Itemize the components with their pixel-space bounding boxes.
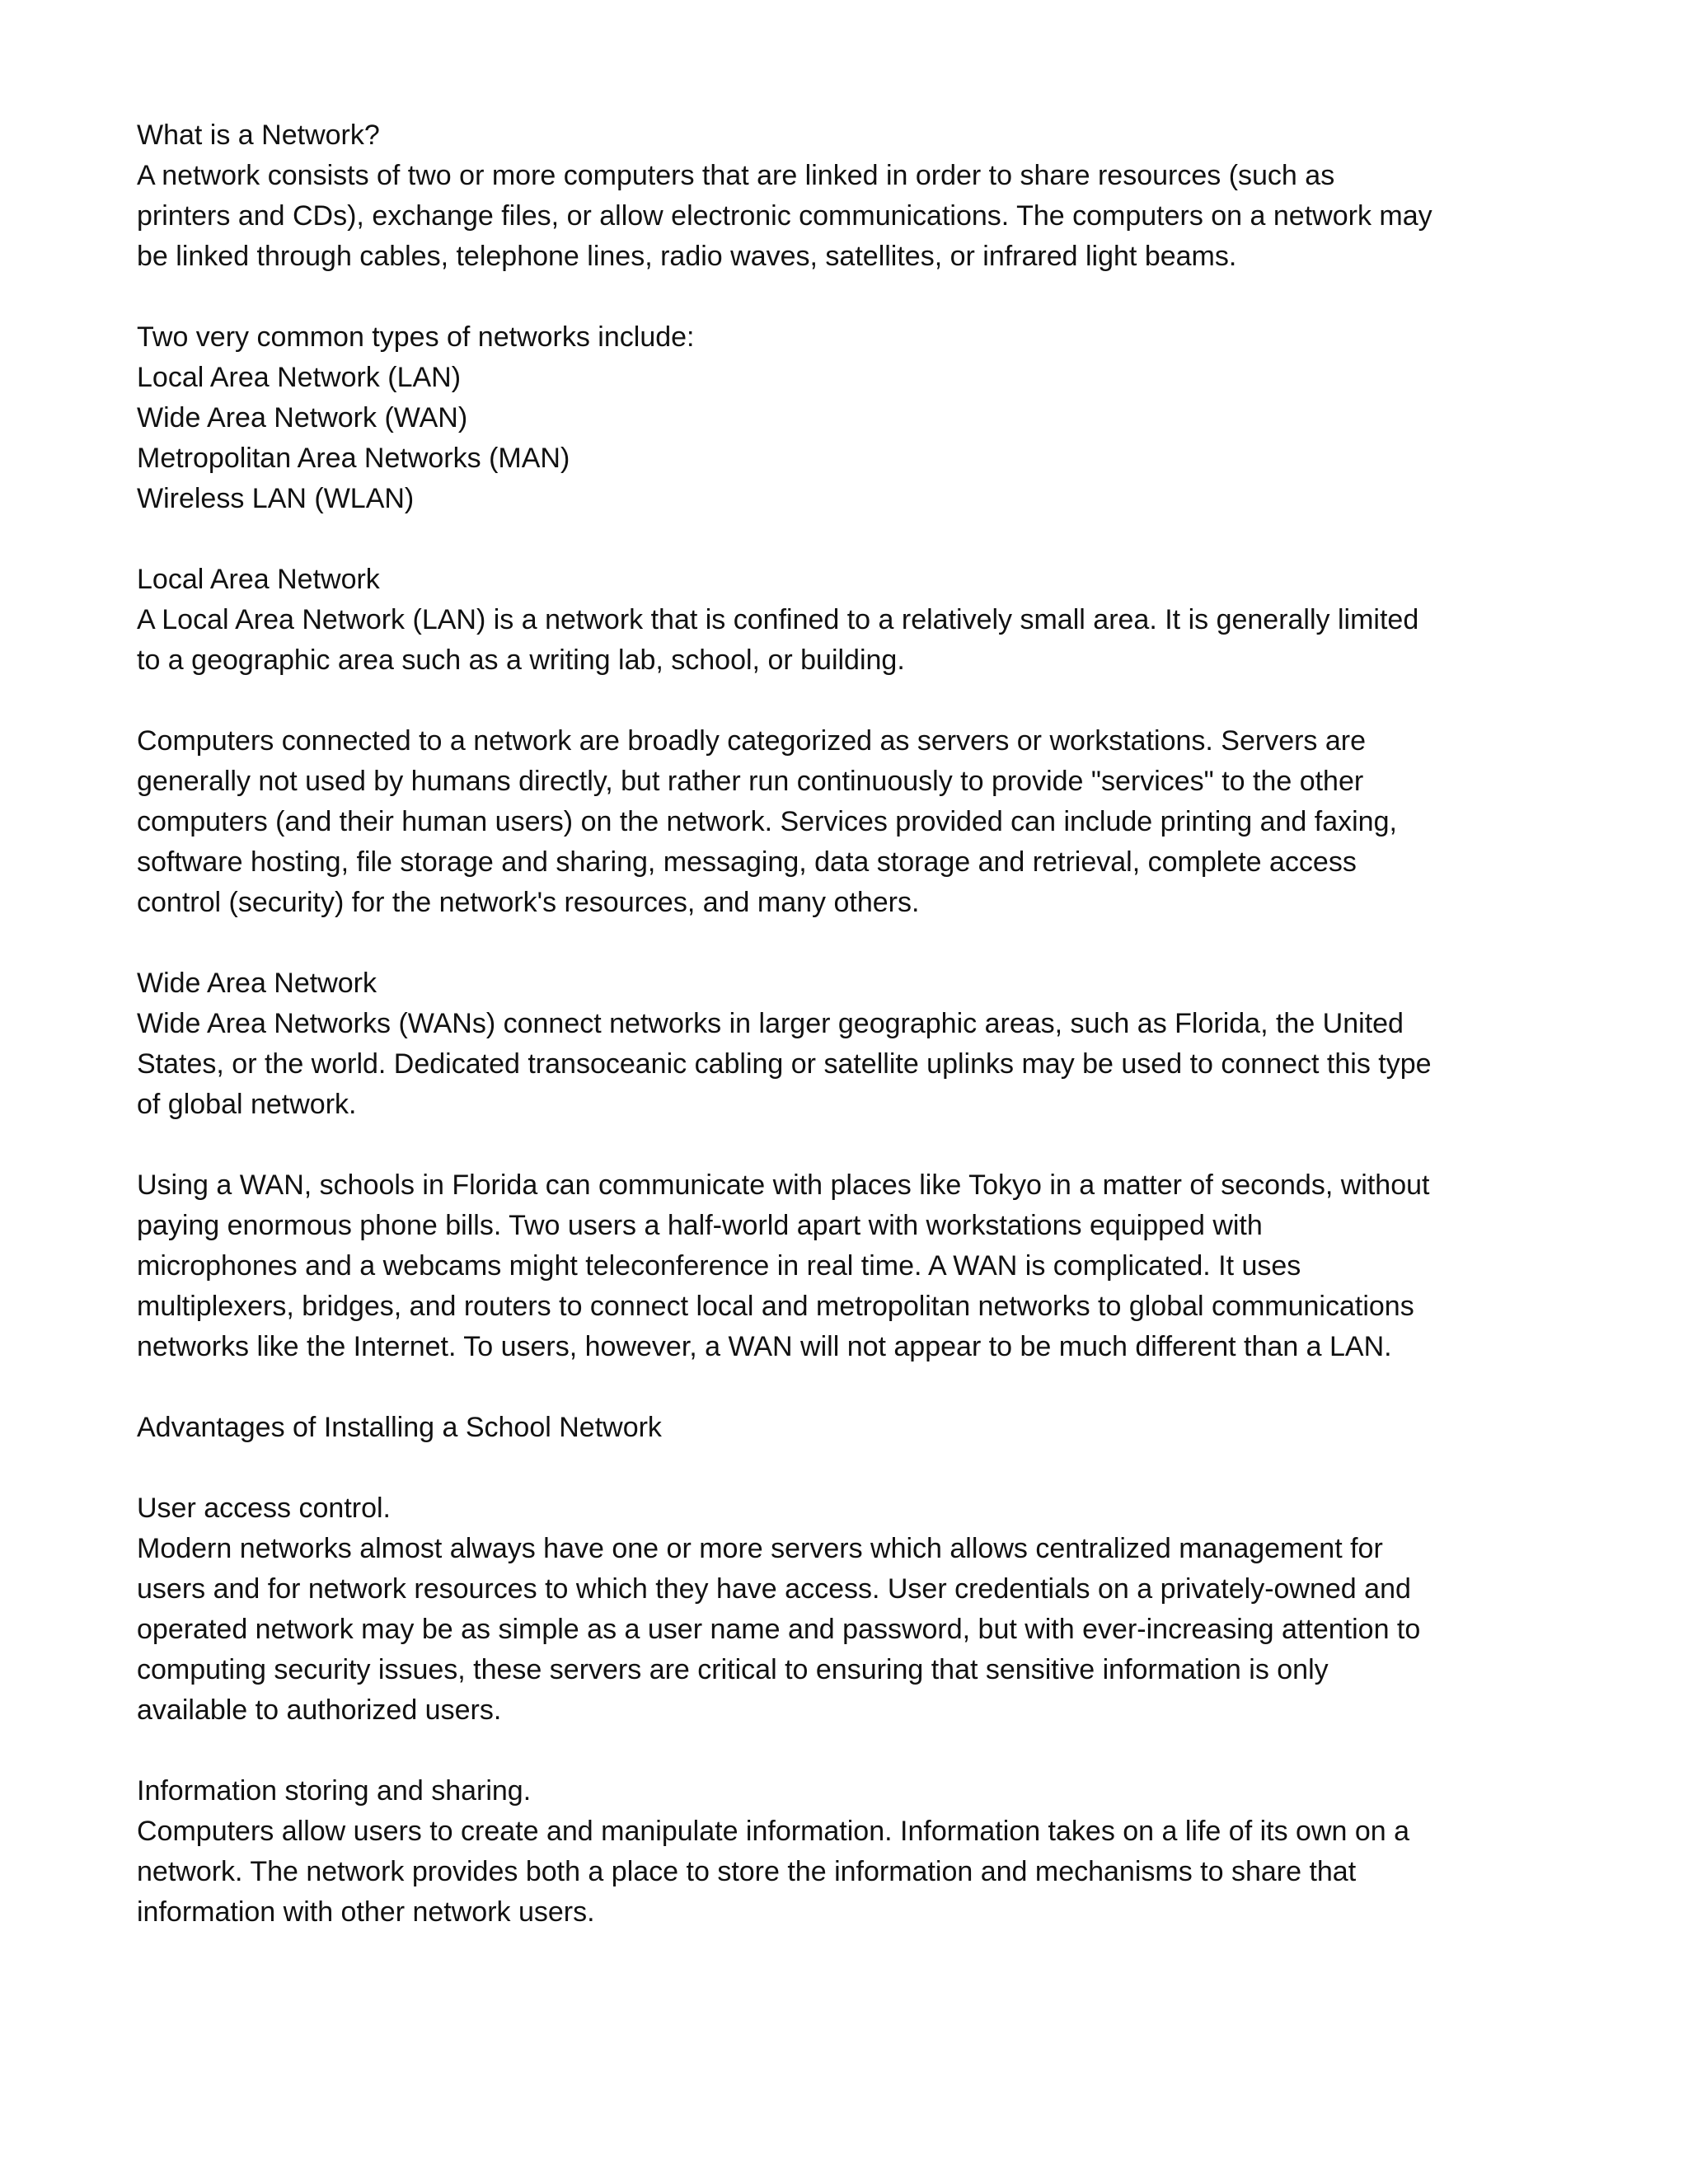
- text-line: information with other network users.: [137, 1896, 595, 1928]
- text-line: Modern networks almost always have one or more servers which allows centralized management for: [137, 1533, 1383, 1564]
- paragraph-gap: [137, 923, 1554, 963]
- text-line: to a geographic area such as a writing lab, school, or building.: [137, 644, 905, 676]
- section-heading: Wide Area Network: [137, 968, 377, 999]
- paragraph-gap: [137, 1731, 1554, 1771]
- list-item: Wide Area Network (WAN): [137, 402, 468, 434]
- paragraph-network-types: [137, 317, 1554, 519]
- paragraph-gap: [137, 277, 1554, 317]
- paragraph-lan: [137, 560, 1554, 681]
- paragraph-gap: [137, 1125, 1554, 1165]
- text-line: users and for network resources to which they have access. User credentials on a privately-owned and: [137, 1573, 1411, 1605]
- text-line: Computers allow users to create and manipulate information. Information takes on a life of its own on a: [137, 1816, 1410, 1847]
- text-line: control (security) for the network's resources, and many others.: [137, 887, 920, 918]
- text-line: of global network.: [137, 1089, 357, 1120]
- section-heading: Local Area Network: [137, 564, 380, 595]
- text-line: Wide Area Networks (WANs) connect networks in larger geographic areas, such as Florida, the United: [137, 1008, 1404, 1039]
- paragraph-gap: [137, 519, 1554, 560]
- text-line: States, or the world. Dedicated transoceanic cabling or satellite uplinks may be used to connect this type: [137, 1048, 1432, 1080]
- text-line: operated network may be as simple as a user name and password, but with ever-increasing attention to: [137, 1614, 1421, 1645]
- text-line: multiplexers, bridges, and routers to connect local and metropolitan networks to global communications: [137, 1291, 1414, 1322]
- text-line: available to authorized users.: [137, 1694, 502, 1726]
- paragraph-wan: [137, 963, 1554, 1125]
- text-line: microphones and a webcams might teleconference in real time. A WAN is complicated. It uses: [137, 1250, 1301, 1282]
- section-heading: Information storing and sharing.: [137, 1775, 532, 1807]
- text-line: A network consists of two or more computers that are linked in order to share resources (such as: [137, 160, 1335, 191]
- paragraph-gap: [137, 681, 1554, 721]
- text-line: paying enormous phone bills. Two users a half-world apart with workstations equipped with: [137, 1210, 1263, 1241]
- text-line: Computers connected to a network are broadly categorized as servers or workstations. Servers are: [137, 725, 1367, 757]
- paragraph-information-sharing: [137, 1771, 1554, 1933]
- section-heading: What is a Network?: [137, 120, 380, 151]
- list-item: Wireless LAN (WLAN): [137, 483, 415, 514]
- section-heading: User access control.: [137, 1493, 391, 1524]
- text-line: generally not used by humans directly, but rather run continuously to provide "services" to the other: [137, 766, 1364, 797]
- paragraph-user-access: [137, 1488, 1554, 1731]
- paragraph-gap: [137, 1448, 1554, 1488]
- section-heading: Advantages of Installing a School Network: [137, 1412, 662, 1443]
- list-item: Metropolitan Area Networks (MAN): [137, 443, 570, 474]
- text-line: A Local Area Network (LAN) is a network that is confined to a relatively small area. It is generally limited: [137, 604, 1419, 635]
- text-line: software hosting, file storage and sharing, messaging, data storage and retrieval, complete access: [137, 846, 1357, 878]
- text-line: computers (and their human users) on the network. Services provided can include printing and faxing,: [137, 806, 1397, 837]
- text-line: network. The network provides both a place to store the information and mechanisms to share that: [137, 1856, 1357, 1887]
- text-line: Two very common types of networks include:: [137, 321, 695, 353]
- text-line: computing security issues, these servers are critical to ensuring that sensitive information is only: [137, 1654, 1329, 1685]
- paragraph-using-wan: [137, 1165, 1554, 1367]
- paragraph-what-is-network: [137, 115, 1554, 277]
- list-item: Local Area Network (LAN): [137, 362, 462, 393]
- text-line: Using a WAN, schools in Florida can communicate with places like Tokyo in a matter of seconds, without: [137, 1169, 1430, 1201]
- text-line: printers and CDs), exchange files, or allow electronic communications. The computers on a network may: [137, 200, 1432, 232]
- document-page: [137, 115, 1554, 1933]
- paragraph-advantages: [137, 1408, 1554, 1448]
- text-line: networks like the Internet. To users, however, a WAN will not appear to be much different than a LAN.: [137, 1331, 1392, 1362]
- text-line: be linked through cables, telephone lines, radio waves, satellites, or infrared light beams.: [137, 241, 1237, 272]
- paragraph-gap: [137, 1367, 1554, 1408]
- paragraph-servers: [137, 721, 1554, 923]
